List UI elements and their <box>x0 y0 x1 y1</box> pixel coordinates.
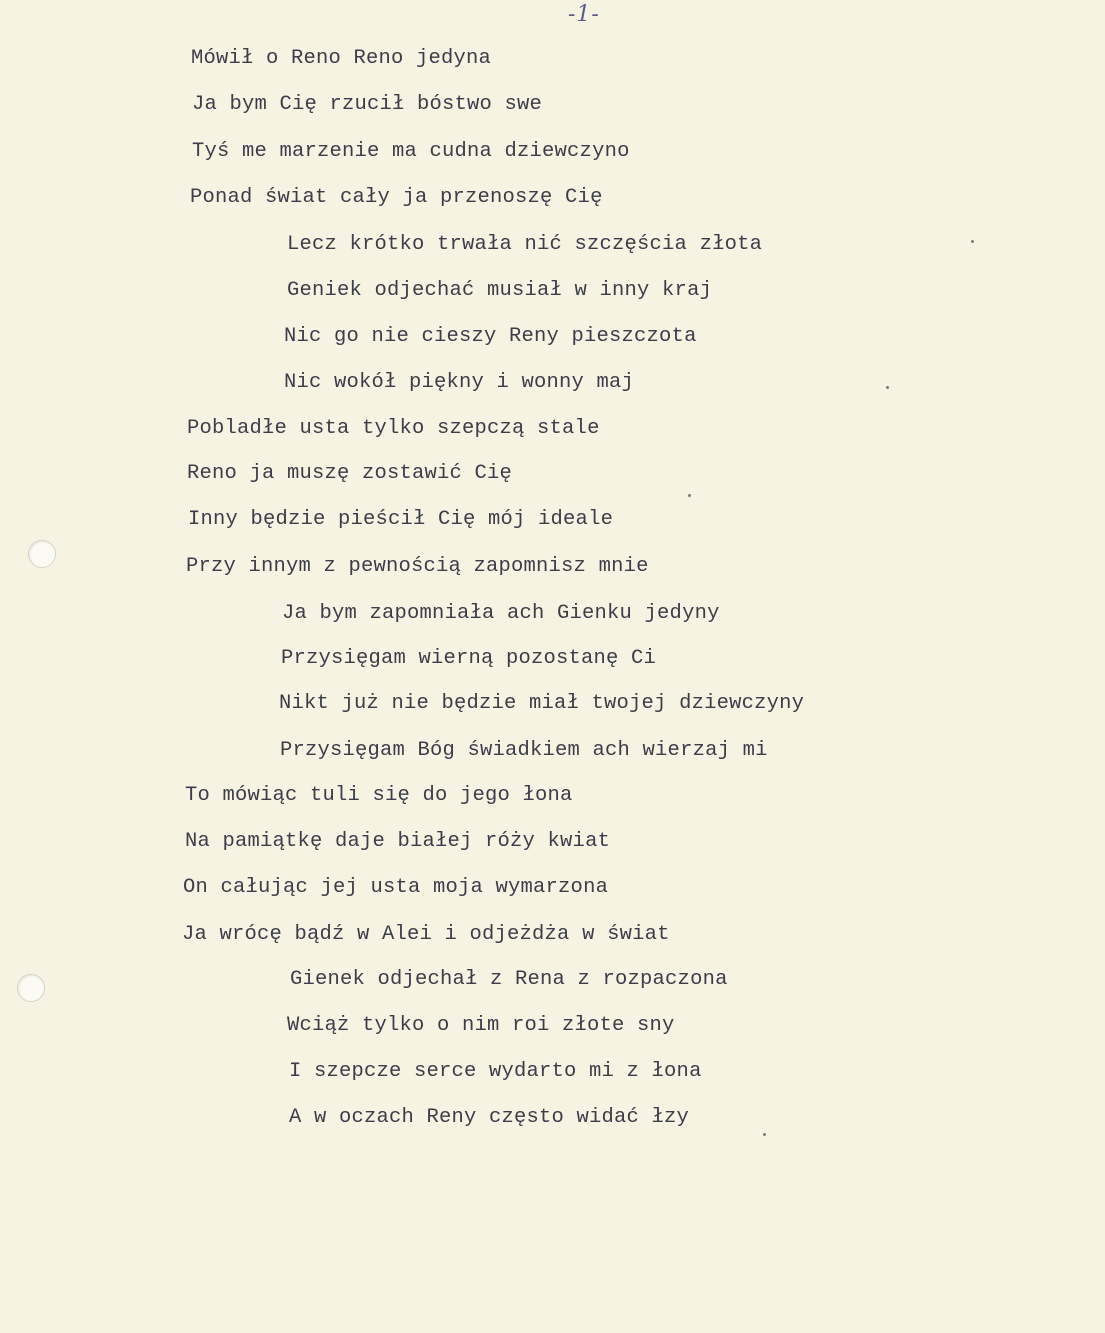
poem-line: Reno ja muszę zostawić Cię <box>187 462 513 485</box>
poem-line: Tyś me marzenie ma cudna dziewczyno <box>192 140 630 163</box>
poem-line: Mówił o Reno Reno jedyna <box>191 47 492 70</box>
poem-line: I szepcze serce wydarto mi z łona <box>289 1060 702 1083</box>
poem-line: Przysięgam wierną pozostanę Ci <box>281 647 657 670</box>
poem-line: Inny będzie pieścił Cię mój ideale <box>188 508 614 531</box>
poem-line: A w oczach Reny często widać łzy <box>289 1106 690 1129</box>
poem-line: Ja wrócę bądź w Alei i odjeżdża w świat <box>182 923 670 946</box>
paper-speck <box>763 1133 766 1136</box>
paper-speck <box>886 386 889 389</box>
paper-speck <box>971 240 974 243</box>
poem-line: Geniek odjechać musiał w inny kraj <box>287 279 713 302</box>
punch-hole <box>17 974 45 1002</box>
poem-line: Przy innym z pewnością zapomnisz mnie <box>186 555 649 578</box>
poem-line: Nic wokół piękny i wonny maj <box>284 371 635 394</box>
poem-line: Ja bym zapomniała ach Gienku jedyny <box>282 602 720 625</box>
poem-line: On całując jej usta moja wymarzona <box>183 876 609 899</box>
punch-hole <box>28 540 56 568</box>
poem-line: Wciąż tylko o nim roi złote sny <box>287 1014 675 1037</box>
poem-line: Ponad świat cały ja przenoszę Cię <box>190 186 603 209</box>
poem-line: Przysięgam Bóg świadkiem ach wierzaj mi <box>280 739 768 762</box>
poem-line: To mówiąc tuli się do jego łona <box>185 784 573 807</box>
paper-speck <box>688 494 691 497</box>
poem-line: Na pamiątkę daje białej róży kwiat <box>185 830 611 853</box>
poem-line: Nic go nie cieszy Reny pieszczota <box>284 325 697 348</box>
poem-line: Lecz krótko trwała nić szczęścia złota <box>287 233 763 256</box>
poem-line: Nikt już nie będzie miał twojej dziewczyny <box>279 692 805 715</box>
poem-line: Pobladłe usta tylko szepczą stale <box>187 417 600 440</box>
page-number: -1- <box>568 2 600 27</box>
poem-line: Ja bym Cię rzucił bóstwo swe <box>192 93 543 116</box>
poem-line: Gienek odjechał z Rena z rozpaczona <box>290 968 728 991</box>
